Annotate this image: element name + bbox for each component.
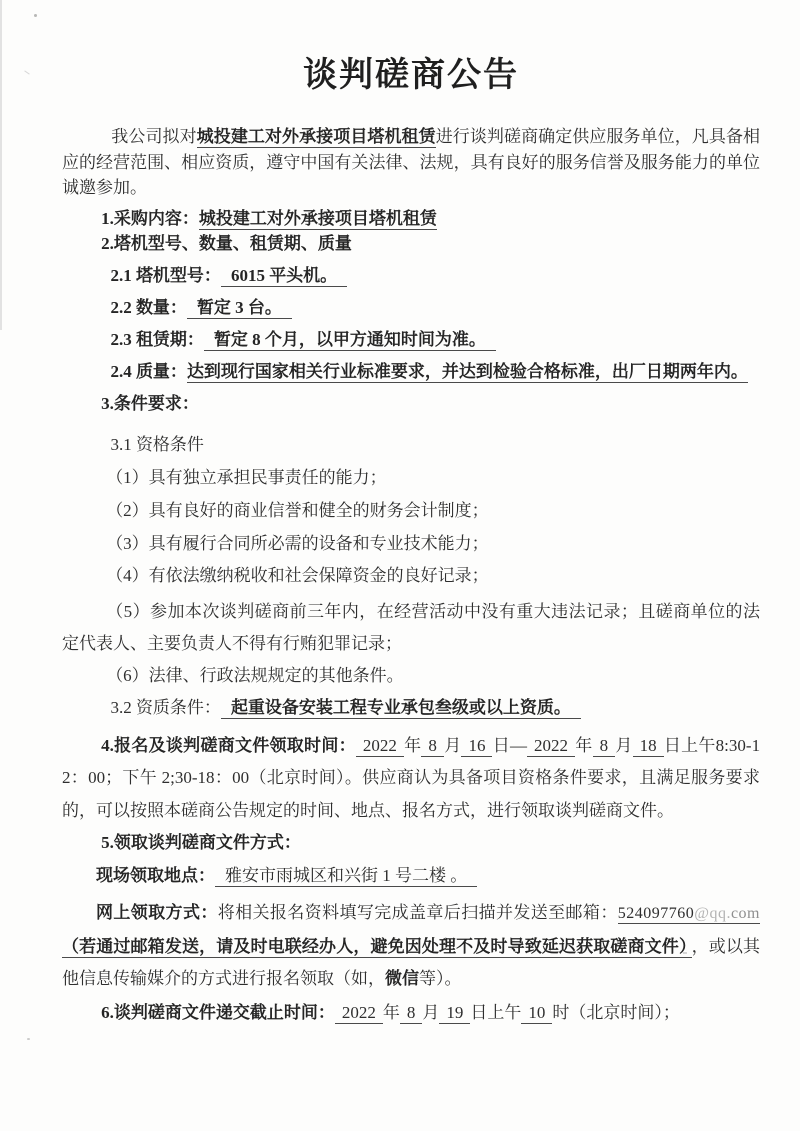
item-value: 暂定 8 个月，以甲方通知时间为准。 — [204, 330, 496, 351]
item-text: ，或以其他信息传输媒介的方式进行报名领取（如， — [62, 936, 761, 988]
email-address — [618, 905, 760, 924]
item-submission-deadline — [62, 1000, 760, 1025]
item-value: 达到现行国家相关行业标准要求，并达到检验合格标准，出厂日期两年内。 — [186, 361, 748, 381]
unit-text: 月 — [443, 735, 462, 755]
month-value: 8 — [400, 1003, 423, 1024]
item-value: 城投建工对外承接项目塔机租赁 — [198, 208, 437, 228]
scan-speck — [27, 1038, 30, 1040]
day-value: 19 — [439, 1003, 470, 1024]
item-label: 网上领取方式： — [96, 903, 218, 922]
item-label: 2.塔机型号、数量、租赁期、质量 — [101, 233, 352, 253]
item-value: 起重设备安装工程专业承包叁级或以上资质。 — [221, 698, 581, 719]
intro-subject: 城投建工对外承接项目塔机租赁 — [196, 127, 436, 146]
month-value: 8 — [421, 736, 444, 757]
month-value: 8 — [593, 736, 616, 757]
item-label: 3.1 资格条件 — [110, 434, 204, 454]
item-label: 4.报名及谈判磋商文件领取时间： — [101, 735, 356, 755]
day-value: 16 — [461, 736, 492, 757]
item-label: 3.2 资质条件： — [110, 697, 221, 717]
intro-paragraph — [62, 124, 760, 201]
unit-text: 日上午 — [470, 1002, 522, 1022]
item-document-collection-method — [62, 830, 760, 855]
qualification-item: （1）具有独立承担民事责任的能力； — [106, 467, 387, 487]
item-label: 3.条件要求： — [101, 393, 199, 413]
unit-text: 年 — [382, 1002, 400, 1022]
item-text: 时（北京时间）； — [552, 1002, 680, 1022]
item-qualification-grade — [62, 695, 760, 720]
item-text: 等）。 — [419, 969, 462, 988]
item-label: 5.领取谈判磋商文件方式： — [101, 833, 301, 852]
item-label: 2.1 塔机型号： — [110, 265, 221, 285]
qualification-item: （3）具有履行合同所必需的设备和专业技术能力； — [106, 533, 489, 553]
page-title: 谈判磋商公告 — [303, 57, 519, 94]
unit-text: 日— — [492, 735, 528, 755]
intro-lead: 我公司拟对 — [111, 127, 197, 146]
item-label: 2.3 租赁期： — [110, 329, 204, 349]
wechat-text: 微信 — [385, 969, 419, 988]
item-crane-model — [62, 263, 760, 288]
item-value: 6015 平头机。 — [221, 266, 347, 287]
scan-speck — [24, 70, 29, 74]
online-collection-method — [62, 897, 760, 996]
item-qualification-conditions — [62, 432, 760, 457]
scan-edge-artifact — [0, 0, 2, 330]
scan-speck — [34, 14, 37, 17]
year-value: 2022 — [527, 736, 575, 757]
item-label: 现场领取地点： — [96, 866, 215, 885]
item-registration-time — [62, 730, 760, 828]
item-purchase-content — [62, 206, 760, 231]
item-quantity — [62, 295, 760, 320]
onsite-collection-address — [62, 863, 760, 888]
item-value: 暂定 3 台。 — [187, 298, 292, 319]
item-label: 2.4 质量： — [110, 361, 187, 381]
email-note: （若通过邮箱发送，请及时电联经办人，避免因处理不及时导致延迟获取磋商文件） — [62, 937, 692, 958]
document-content — [62, 0, 760, 1025]
qualification-item: （2）具有良好的商业信誉和健全的财务会计制度； — [106, 500, 489, 520]
item-label: 2.2 数量： — [110, 297, 187, 317]
qualification-item: （5）参加本次谈判磋商前三年内，在经营活动中没有重大违法记录；且磋商单位的法定代表人、主要负责人不得有行贿犯罪记录； — [62, 601, 760, 653]
item-tower-crane-specs — [62, 231, 760, 256]
qualification-item: （4）有依法缴纳税收和社会保障资金的良好记录； — [106, 565, 489, 585]
unit-text: 月 — [422, 1002, 440, 1022]
day-value: 18 — [633, 736, 664, 757]
year-value: 2022 — [335, 1003, 383, 1024]
intro-rest: 进行谈判磋商确定供应服务单位，凡具备相应的经营范围、相应资质，遵守中国有关法律、法规，具有良好的服务信誉及服务能力的单位诚邀参加。 — [62, 127, 761, 197]
unit-text: 年 — [575, 735, 593, 755]
item-requirements — [62, 391, 760, 416]
year-value: 2022 — [356, 736, 404, 757]
email-user: 524097760 — [617, 905, 695, 922]
item-quality — [62, 359, 760, 384]
unit-text: 月 — [615, 735, 633, 755]
hour-value: 10 — [521, 1003, 552, 1024]
email-domain: com — [730, 905, 760, 922]
address-value: 雅安市雨城区和兴街 1 号二楼 。 — [215, 866, 477, 887]
unit-text: 年 — [403, 735, 422, 755]
item-label: 6.谈判磋商文件递交截止时间： — [101, 1002, 335, 1022]
item-text: 将相关报名资料填写完成盖章后扫描并发送至邮箱： — [217, 903, 618, 922]
qualification-item: （6）法律、行政法规规定的其他条件。 — [106, 665, 404, 685]
item-text: 日上午8:30-12：00；下午 2;30-18：00（北京时间）。供应商认为具备项目资格条件要求，且满足服务要求的，可以按照本磋商公告规定的时间、地点、报名方式，进行领取谈判磋商文件。 — [62, 735, 761, 820]
item-lease-term — [62, 327, 760, 352]
email-at: @qq. — [694, 905, 731, 922]
item-label: 1.采购内容： — [101, 208, 199, 228]
